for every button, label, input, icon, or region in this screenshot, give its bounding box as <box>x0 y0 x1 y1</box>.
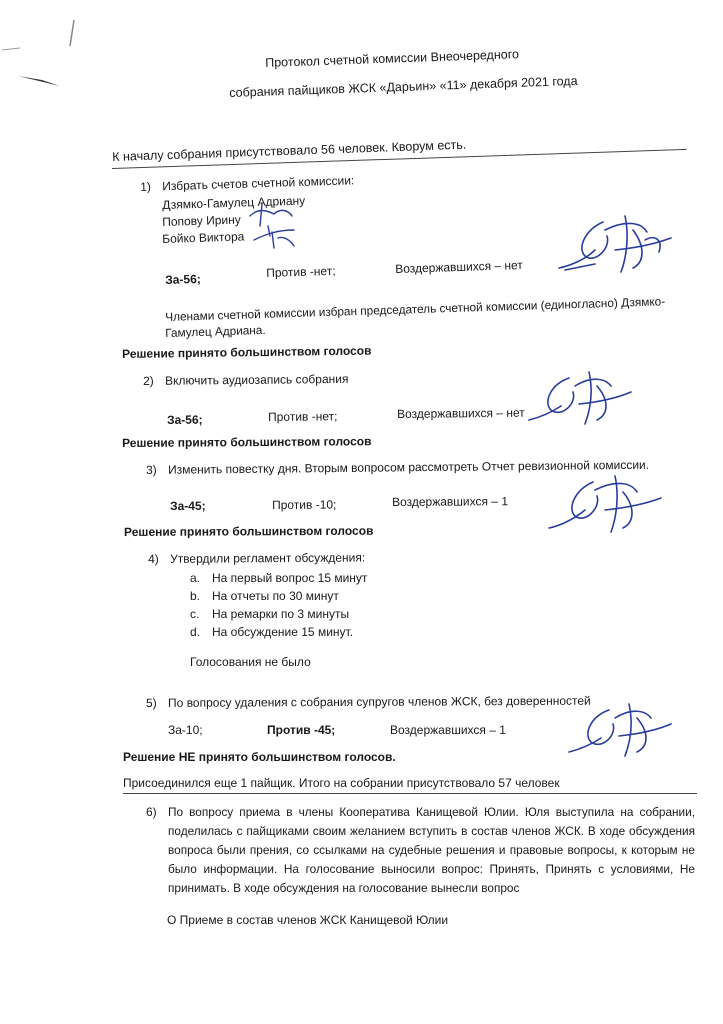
item2-vote-for: За-56; <box>167 412 203 427</box>
item1-decision: Решение принято большинством голосов <box>122 343 372 361</box>
item1-note-line2: Гамулец Адриана. <box>165 322 266 340</box>
subitem-letter: a. <box>190 571 201 585</box>
item5-vote-abstain: Воздержавшихся – 1 <box>390 723 506 737</box>
item6-subject: О Приеме в состав членов ЖСК Канищевой Юлии <box>167 913 449 927</box>
item1-vote-for: За-56; <box>165 271 201 287</box>
item2-number: 2) <box>143 373 154 388</box>
item3-vote-against: Против -10; <box>272 497 337 512</box>
item2-vote-against: Против -нет; <box>268 409 338 424</box>
item4-subitem-a <box>190 571 367 585</box>
item4-subitem-b <box>190 589 339 603</box>
subitem-text: На первый вопрос 15 минут <box>212 571 368 585</box>
subitem-text: На отчеты по 30 минут <box>212 589 339 603</box>
item1-member-1: Дзямко-Гамулец Адриану <box>162 193 306 212</box>
signature-chairman-1 <box>555 210 675 280</box>
subitem-letter: d. <box>190 625 201 639</box>
joined-statement: Присоединился еще 1 пайщик. Итого на собрании присутствовало 57 человек <box>123 776 560 790</box>
signature-chairman-3 <box>545 470 665 540</box>
subitem-letter: c. <box>190 607 200 621</box>
item1-note-line1: Членами счетной комиссии избран председатель счетной комиссии (единогласно) Дзямко- <box>165 294 666 324</box>
signature-member-1 <box>244 196 304 252</box>
joined-underline <box>123 793 697 794</box>
item4-subitem-d <box>190 625 353 639</box>
item1-member-3: Бойко Викторa <box>162 229 245 246</box>
signature-chairman-4 <box>565 700 675 760</box>
subitem-text: На обсуждение 15 минут. <box>212 625 354 639</box>
item5-decision: Решение НЕ принято большинством голосов. <box>123 750 396 764</box>
item3-vote-abstain: Воздержавшихся – 1 <box>392 494 509 509</box>
item3-text: Изменить повестку дня. Вторым вопросом рассмотреть Отчет ревизионной комиссии. <box>167 457 650 477</box>
item1-vote-abstain: Воздержавшихся – нет <box>395 257 524 276</box>
item5-heading <box>146 694 591 710</box>
item4-number: 4) <box>148 551 159 566</box>
subitem-text: На ремарки по 3 минуты <box>212 607 350 621</box>
item1-text: Избрать счетов счетной комиссии: <box>161 173 355 194</box>
signature-chairman-2 <box>525 368 635 428</box>
item2-vote-abstain: Воздержавшихся – нет <box>397 405 525 421</box>
item2-heading <box>143 372 349 388</box>
item3-number: 3) <box>146 462 157 477</box>
scan-artifact-marks <box>0 0 120 90</box>
item5-vote-for: За-10; <box>168 723 203 737</box>
item5-number: 5) <box>146 695 157 710</box>
item6-text: По вопросу приема в члены Кооператива Канищевой Юлии. Юля выступила на собрании, поделилась с пайщиками своим желанием вступить в состав членов ЖСК. В ходе обсуждения вопроса были прения, со ссылками на судебные решения и правовые вопросы, к которым не было информации. На голосование выносили вопрос: Принять, Принять с условиями, Не принимать. В ходе обсуждения на голосование вынесли вопрос <box>168 805 695 895</box>
protocol-title-line2: собрания пайщиков ЖСК «Дарьин» «11» декабря 2021 года <box>229 73 578 100</box>
item4-note: Голосования не было <box>190 655 311 669</box>
item2-decision: Решение принято большинством голосов <box>122 434 372 450</box>
item1-vote-against: Против -нет; <box>266 263 336 280</box>
item1-heading <box>140 173 354 194</box>
item4-heading <box>148 550 365 566</box>
item3-decision: Решение принято большинством голосов <box>124 523 374 539</box>
item1-member-2: Попову Ирину <box>162 212 241 229</box>
quorum-statement: К началу собрания присутствовало 56 человек. Кворум есть. <box>112 137 467 164</box>
item6-number: 6) <box>146 805 157 819</box>
item4-subitem-c <box>190 607 349 621</box>
item2-text: Включить аудиозапись собрания <box>164 371 349 388</box>
subitem-letter: b. <box>190 589 201 603</box>
item5-vote-against: Против -45; <box>267 723 336 737</box>
item3-vote-for: За-45; <box>170 498 206 513</box>
item1-number: 1) <box>140 179 152 194</box>
item4-text: Утвердили регламент обсуждения: <box>169 550 366 566</box>
item5-text: По вопросу удаления с собрания супругов членов ЖСК, без доверенностей <box>167 693 591 710</box>
protocol-title-line1: Протокол счетной комиссии Внеочередного <box>265 47 520 70</box>
